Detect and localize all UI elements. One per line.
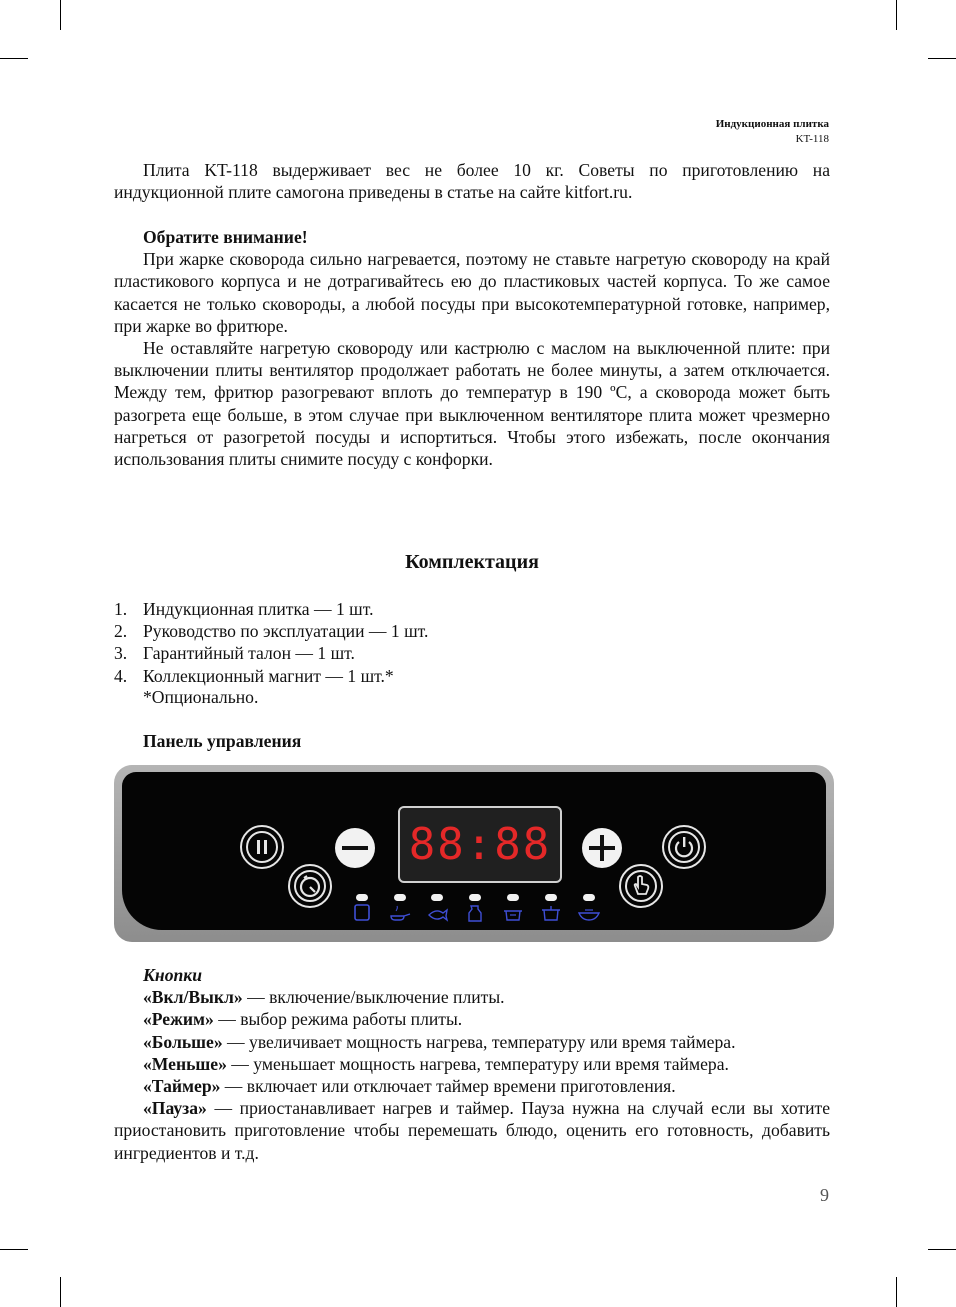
package-footnote: *Опционально. bbox=[143, 687, 259, 707]
minus-icon bbox=[335, 828, 375, 868]
button-description bbox=[114, 1053, 830, 1075]
list-item bbox=[114, 642, 428, 664]
attention-paragraph-2: Не оставляйте нагретую сковороду или кастрюлю с маслом на выключенной плите: при выключении плиты вентилятор продолжает работать не более минуты, а затем отключается. Между тем, фритюр разогревают вплоть до температур в 190 ºС, а сковорода может быть разогрета еще больше, в этом случае при выключенном вентиляторе плита может чрезмерно нагреться от разогретой посуды и испортиться. Чтобы этого избежать, после окончания использования плиты снимите посуду с конфорки. bbox=[114, 338, 830, 470]
crop-mark bbox=[896, 0, 897, 30]
list-number: 1. bbox=[114, 599, 128, 619]
button-name: «Таймер» bbox=[143, 1076, 221, 1097]
button-description bbox=[114, 1031, 830, 1053]
crop-mark bbox=[0, 58, 28, 59]
attention-paragraph-1: При жарке сковорода сильно нагревается, поэтому не ставьте нагретую сковороду на край пластикового корпуса и не дотрагивайтесь ею до пластиковых частей корпуса. То же самое касается не только сковороды, а любой посуды при высокотемпературной готовке, например, при жарке во фритюре. bbox=[114, 249, 830, 336]
list-text: Гарантийный талон — 1 шт. bbox=[143, 643, 355, 664]
list-number: 2. bbox=[114, 621, 128, 642]
list-item bbox=[114, 598, 428, 620]
list-text: Руководство по эксплуатации — 1 шт. bbox=[143, 621, 429, 642]
list-item bbox=[114, 665, 428, 687]
fish-icon bbox=[425, 903, 449, 923]
milk-icon bbox=[463, 903, 487, 923]
list-item bbox=[114, 620, 428, 642]
intro-paragraph: Плита KT-118 выдерживает вес не более 10 кг. Советы по приготовлению на индукционной плите самогона приведены в статье на сайте kitfort.ru. bbox=[114, 160, 830, 203]
time-display: 88:88 bbox=[398, 806, 562, 883]
mode-touch-icon bbox=[619, 864, 663, 908]
button-name: «Вкл/Выкл» bbox=[143, 987, 243, 1008]
wok-icon bbox=[577, 903, 601, 923]
crop-mark bbox=[60, 1277, 61, 1307]
timer-icon bbox=[288, 864, 332, 908]
header-model: KT-118 bbox=[795, 133, 829, 145]
buttons-block bbox=[114, 964, 830, 1164]
mode-led bbox=[431, 894, 443, 901]
list-number: 4. bbox=[114, 665, 128, 686]
page-number: 9 bbox=[820, 1185, 829, 1205]
crop-mark bbox=[60, 0, 61, 30]
mode-led bbox=[356, 894, 368, 901]
power-icon bbox=[662, 825, 706, 869]
package-list bbox=[114, 598, 428, 687]
button-description bbox=[114, 1075, 830, 1097]
button-name: «Меньше» bbox=[143, 1053, 227, 1074]
mode-led bbox=[469, 894, 481, 901]
attention-heading: Обратите внимание! bbox=[143, 227, 308, 247]
button-desc: — приостанавливает нагрев и таймер. Пауза нужна на случай если вы хотите приостановить приготовление чтобы перемешать блюдо, оценить его готовность, добавить ингредиентов и т.д. bbox=[114, 1098, 830, 1163]
plus-icon bbox=[582, 828, 622, 868]
stew-pot-icon bbox=[539, 903, 563, 923]
attention-block bbox=[114, 226, 830, 470]
mode-led bbox=[583, 894, 595, 901]
package-title: Комплектация bbox=[405, 551, 539, 573]
crop-mark bbox=[928, 58, 956, 59]
control-panel bbox=[122, 772, 826, 930]
crop-mark bbox=[896, 1277, 897, 1307]
intro-paragraph-block bbox=[114, 159, 830, 203]
button-desc: — уменьшает мощность нагрева, температуру или время таймера. bbox=[226, 1053, 729, 1074]
button-name: «Пауза» bbox=[143, 1098, 207, 1119]
panel-heading: Панель управления bbox=[143, 731, 302, 751]
list-text: Индукционная плитка — 1 шт. bbox=[143, 599, 374, 619]
mode-led bbox=[545, 894, 557, 901]
frying-pan-icon bbox=[388, 903, 412, 923]
list-number: 3. bbox=[114, 643, 128, 664]
mode-led bbox=[394, 894, 406, 901]
mode-led bbox=[507, 894, 519, 901]
pause-icon bbox=[240, 825, 284, 869]
crop-mark bbox=[928, 1249, 956, 1250]
crop-mark bbox=[0, 1249, 28, 1250]
button-name: «Режим» bbox=[143, 1009, 214, 1030]
button-description bbox=[114, 1097, 830, 1164]
soup-pot-icon bbox=[501, 903, 525, 923]
square-mode-icon bbox=[350, 903, 374, 923]
header-title: Индукционная плитка bbox=[715, 118, 829, 130]
running-header bbox=[716, 117, 829, 147]
control-panel-frame bbox=[114, 765, 834, 942]
button-desc: — выбор режима работы плиты. bbox=[213, 1009, 463, 1030]
button-description bbox=[114, 986, 830, 1008]
button-desc: — увеличивает мощность нагрева, температуру или время таймера. bbox=[222, 1031, 736, 1052]
button-name: «Больше» bbox=[143, 1031, 223, 1052]
button-description bbox=[114, 1008, 830, 1030]
button-desc: — включение/выключение плиты. bbox=[242, 987, 505, 1008]
button-desc: — включает или отключает таймер времени приготовления. bbox=[220, 1076, 676, 1097]
buttons-heading: Кнопки bbox=[143, 965, 202, 985]
list-text: Коллекционный магнит — 1 шт.* bbox=[143, 665, 394, 686]
